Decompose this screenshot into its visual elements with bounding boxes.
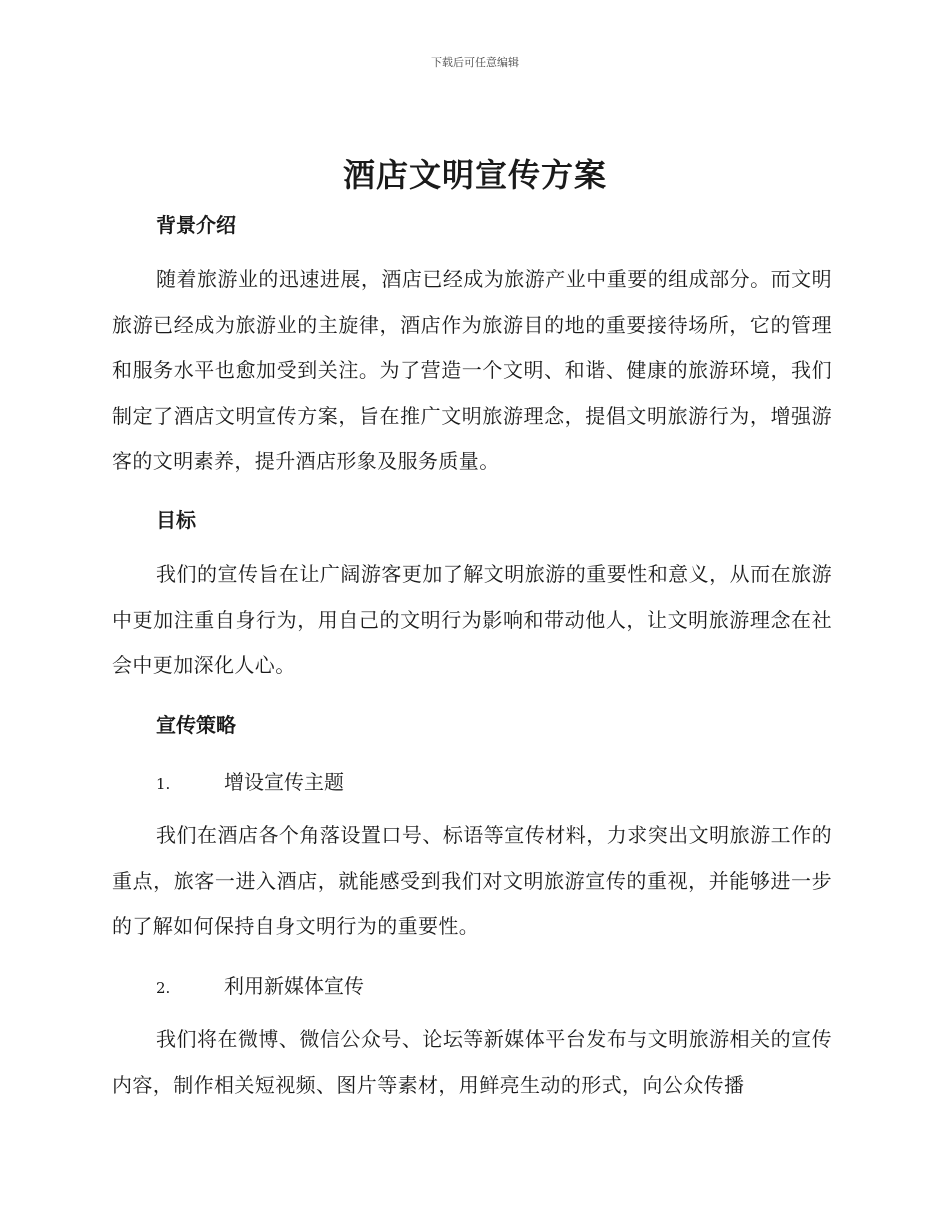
list-item-number: 1. — [156, 775, 171, 793]
section-heading-strategy: 宣传策略 — [156, 713, 236, 737]
paragraph-background: 随着旅游业的迅速进展，酒店已经成为旅游产业中重要的组成部分。而文明旅游已经成为旅游业的主旋律，酒店作为旅游目的地的重要接待场所，它的管理和服务水平也愈加受到关注。为了营造一个文明、和谐、健康的旅游环境，我们制定了酒店文明宣传方案，旨在推广文明旅游理念，提倡文明旅游行为，增强游客的文明素养，提升酒店形象及服务质量。 — [112, 267, 832, 473]
section-heading-background: 背景介绍 — [156, 213, 236, 237]
list-item-number: 2. — [156, 979, 171, 997]
paragraph-goal: 我们的宣传旨在让广阔游客更加了解文明旅游的重要性和意义，从而在旅游中更加注重自身行为，用自己的文明行为影响和带动他人，让文明旅游理念在社会中更加深化人心。 — [112, 562, 832, 677]
paragraph-strategy-1: 我们在酒店各个角落设置口号、标语等宣传材料，力求突出文明旅游工作的重点，旅客一进入酒店，就能感受到我们对文明旅游宣传的重视，并能够进一步的了解如何保持自身文明行为的重要性。 — [112, 823, 832, 938]
document-title: 酒店文明宣传方案 — [342, 156, 607, 194]
list-item — [156, 766, 344, 795]
list-item — [156, 970, 364, 999]
header-note: 下载后可任意编辑 — [431, 56, 519, 69]
paragraph-strategy-2: 我们将在微博、微信公众号、论坛等新媒体平台发布与文明旅游相关的宣传内容，制作相关短视频、图片等素材，用鲜亮生动的形式，向公众传播 — [112, 1027, 832, 1097]
list-item-title: 增设宣传主题 — [224, 770, 344, 794]
section-heading-goal: 目标 — [156, 508, 196, 532]
list-item-title: 利用新媒体宣传 — [224, 974, 364, 998]
